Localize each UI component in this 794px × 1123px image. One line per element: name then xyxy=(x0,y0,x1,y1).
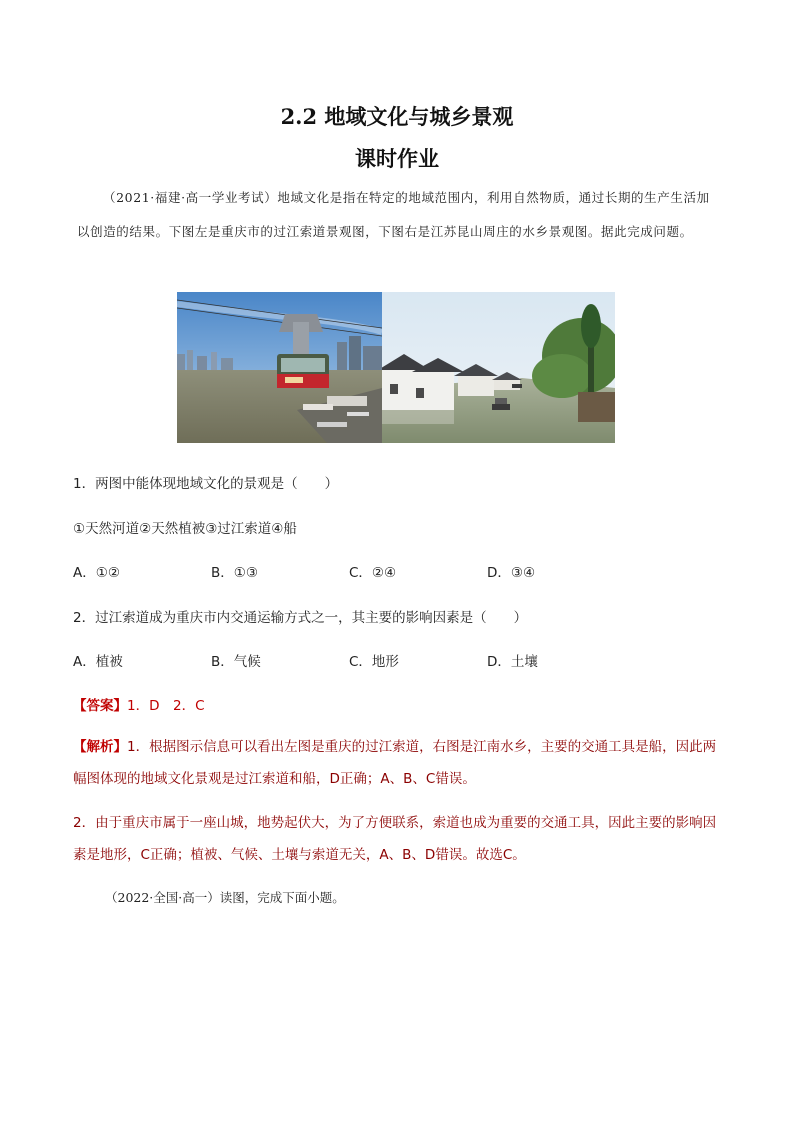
question-1-stem: 1．两图中能体现地域文化的景观是（ ） xyxy=(73,476,339,492)
document-title: 2.2 地域文化与城乡景观 xyxy=(280,104,514,129)
answer-text: 1．D 2．C xyxy=(127,698,205,714)
answer-tag: 【答案】 xyxy=(73,698,127,714)
q1-choice-b: B．①③ xyxy=(211,565,258,581)
question-2-stem: 2．过江索道成为重庆市内交通运输方式之一，其主要的影响因素是（ ） xyxy=(73,610,528,626)
q2-choice-d: D．土壤 xyxy=(487,654,538,670)
document-subtitle: 课时作业 xyxy=(355,146,439,171)
question-1-options: ①天然河道②天然植被③过江索道④船 xyxy=(73,521,297,537)
photo-pair xyxy=(177,292,615,443)
water-town-photo xyxy=(382,292,615,443)
analysis-part-2: 2．由于重庆市属于一座山城，地势起伏大，为了方便联系，索道也成为重要的交通工具，因此主要的影响因素是地形，C正确；植被、气候、土壤与索道无关，A、B、D错误。故选C。 xyxy=(73,815,717,863)
q1-choice-c: C．②④ xyxy=(349,565,397,581)
q2-choice-c: C．地形 xyxy=(349,654,399,670)
q1-choice-d: D．③④ xyxy=(487,565,536,581)
intro-paragraph: （2021·福建·高一学业考试）地域文化是指在特定的地域范围内，利用自然物质，通过长期的生产生活加以创造的结果。下图左是重庆市的过江索道景观图，下图右是江苏昆山周庄的水乡景观图。据此完成问题。 xyxy=(77,190,710,239)
analysis-part-1 xyxy=(73,731,723,795)
next-question-intro: （2022·全国·高一）读图，完成下面小题。 xyxy=(105,890,345,905)
cableway-photo xyxy=(177,292,382,443)
analysis-tag: 【解析】 xyxy=(73,739,127,755)
answer-line xyxy=(73,694,205,714)
q1-choice-a: A．①② xyxy=(73,565,120,581)
q2-choice-a: A．植被 xyxy=(73,654,123,670)
analysis-text-1: 1．根据图示信息可以看出左图是重庆的过江索道，右图是江南水乡，主要的交通工具是船，因此两幅图体现的地域文化景观是过江索道和船，D正确；A、B、C错误。 xyxy=(73,739,717,787)
q2-choice-b: B．气候 xyxy=(211,654,261,670)
